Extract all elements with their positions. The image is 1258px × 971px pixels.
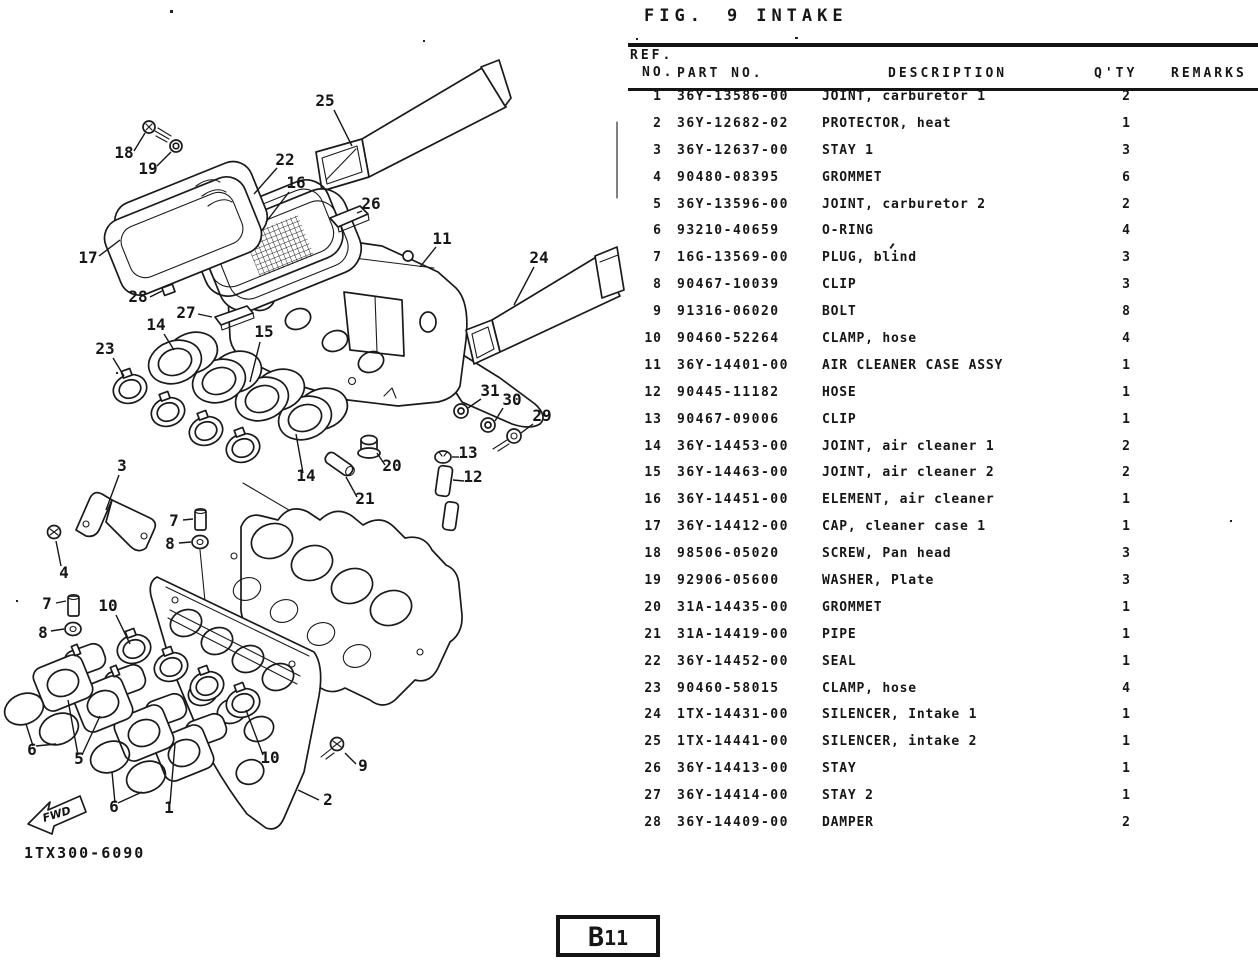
cell-qty: 1 bbox=[1122, 626, 1130, 642]
table-row bbox=[628, 681, 1258, 708]
callout-leader-line bbox=[183, 519, 193, 520]
drawing-code: 1TX300-6090 bbox=[24, 844, 146, 862]
cell-ref: 5 bbox=[653, 196, 662, 212]
table-row bbox=[628, 412, 1258, 439]
scan-speck bbox=[1230, 520, 1232, 522]
callout-label-11: 11 bbox=[432, 229, 452, 248]
cell-description: CLAMP, hose bbox=[822, 331, 917, 347]
cell-part-no: 31A-14435-00 bbox=[677, 599, 789, 615]
page-code-sub: 11 bbox=[604, 926, 629, 950]
cell-description: GROMMET bbox=[822, 599, 883, 615]
cell-qty: 3 bbox=[1122, 250, 1130, 266]
cell-ref: 1 bbox=[653, 89, 662, 104]
parts-table-pane bbox=[628, 0, 1258, 971]
cell-ref: 11 bbox=[644, 357, 662, 373]
cell-qty: 1 bbox=[1122, 384, 1130, 400]
figure-title bbox=[644, 6, 848, 26]
cell-description: CAP, cleaner case 1 bbox=[822, 519, 986, 535]
callout-label-28: 28 bbox=[128, 287, 148, 306]
cell-ref: 28 bbox=[644, 815, 662, 831]
cell-part-no: 90467-10039 bbox=[677, 277, 780, 293]
cell-qty: 2 bbox=[1122, 438, 1130, 454]
cell-qty: 1 bbox=[1122, 734, 1130, 750]
cell-qty: 6 bbox=[1122, 169, 1130, 185]
cell-part-no: 92906-05600 bbox=[677, 573, 780, 589]
callout-label-26: 26 bbox=[361, 194, 381, 213]
cell-ref: 6 bbox=[653, 223, 662, 239]
cell-part-no: 36Y-13586-00 bbox=[677, 89, 789, 104]
callout-label-15: 15 bbox=[254, 322, 274, 341]
callout-label-14: 14 bbox=[146, 315, 166, 334]
table-row bbox=[628, 815, 1258, 842]
silencer-intake2-drawing bbox=[316, 60, 511, 191]
callout-leader-line bbox=[514, 267, 534, 305]
callout-label-19: 19 bbox=[138, 159, 158, 178]
cell-qty: 1 bbox=[1122, 115, 1130, 131]
cell-part-no: 91316-06020 bbox=[677, 304, 780, 320]
callout-leader-line bbox=[134, 133, 145, 151]
fwd-arrow-icon bbox=[28, 796, 86, 834]
cell-ref: 15 bbox=[644, 465, 662, 481]
fwd-label: FWD bbox=[41, 804, 73, 825]
cell-qty: 3 bbox=[1122, 573, 1130, 589]
callout-label-23: 23 bbox=[95, 339, 115, 358]
table-row bbox=[628, 197, 1258, 224]
cell-part-no: 36Y-14413-00 bbox=[677, 761, 789, 777]
cell-qty: 3 bbox=[1122, 142, 1130, 158]
cell-part-no: 90460-58015 bbox=[677, 680, 780, 696]
callout-label-4: 4 bbox=[59, 563, 69, 582]
cell-ref: 7 bbox=[653, 250, 662, 266]
cell-part-no: 90445-11182 bbox=[677, 384, 780, 400]
cell-description: SILENCER, Intake 1 bbox=[822, 707, 978, 723]
callout-leader-line bbox=[179, 542, 191, 543]
cell-qty: 1 bbox=[1122, 411, 1130, 427]
callout-leader-line bbox=[420, 247, 436, 267]
table-row bbox=[628, 707, 1258, 734]
callout-label-13: 13 bbox=[458, 443, 478, 462]
cell-ref: 17 bbox=[644, 519, 662, 535]
cell-qty: 1 bbox=[1122, 653, 1130, 669]
cell-qty: 2 bbox=[1122, 196, 1130, 212]
cell-description: SCREW, Pan head bbox=[822, 546, 952, 562]
callout-label-20: 20 bbox=[382, 456, 402, 475]
figure-number: 9 bbox=[726, 6, 743, 26]
table-row bbox=[628, 492, 1258, 519]
cell-part-no: 36Y-14401-00 bbox=[677, 357, 789, 373]
callout-label-27: 27 bbox=[176, 303, 196, 322]
cell-ref: 27 bbox=[644, 788, 662, 804]
cell-part-no: 36Y-12637-00 bbox=[677, 142, 789, 158]
callout-label-6: 6 bbox=[109, 797, 119, 816]
cell-description: STAY bbox=[822, 761, 857, 777]
table-row bbox=[628, 788, 1258, 815]
cell-qty: 1 bbox=[1122, 519, 1130, 535]
table-row bbox=[628, 654, 1258, 681]
cell-ref: 20 bbox=[644, 599, 662, 615]
cell-ref: 14 bbox=[644, 438, 662, 454]
cell-part-no: 36Y-14463-00 bbox=[677, 465, 789, 481]
cell-part-no: 90480-08395 bbox=[677, 169, 780, 185]
figure-label: FIG. bbox=[644, 6, 705, 26]
table-row bbox=[628, 358, 1258, 385]
cell-description: JOINT, air cleaner 1 bbox=[822, 438, 995, 454]
callout-label-14: 14 bbox=[296, 466, 316, 485]
callout-label-8: 8 bbox=[38, 623, 48, 642]
scan-speck bbox=[636, 38, 638, 40]
cell-ref: 25 bbox=[644, 734, 662, 750]
cell-part-no: 36Y-14414-00 bbox=[677, 788, 789, 804]
callout-label-8: 8 bbox=[165, 534, 175, 553]
cell-part-no: 31A-14419-00 bbox=[677, 626, 789, 642]
callout-label-2: 2 bbox=[323, 790, 333, 809]
cell-qty: 4 bbox=[1122, 331, 1130, 347]
cell-part-no: 1TX-14431-00 bbox=[677, 707, 789, 723]
table-row bbox=[628, 143, 1258, 170]
callout-label-1: 1 bbox=[164, 798, 174, 817]
cell-qty: 1 bbox=[1122, 707, 1130, 723]
callout-leader-line bbox=[51, 629, 64, 631]
cell-part-no: 90467-09006 bbox=[677, 411, 780, 427]
cell-qty: 1 bbox=[1122, 761, 1130, 777]
cell-description: ELEMENT, air cleaner bbox=[822, 492, 995, 508]
table-rule-top bbox=[628, 43, 1258, 47]
table-row bbox=[628, 331, 1258, 358]
cell-ref: 19 bbox=[644, 573, 662, 589]
cell-part-no: 36Y-13596-00 bbox=[677, 196, 789, 212]
callout-label-3: 3 bbox=[117, 456, 127, 475]
callout-label-22: 22 bbox=[275, 150, 295, 169]
cell-description: CLAMP, hose bbox=[822, 680, 917, 696]
cell-ref: 26 bbox=[644, 761, 662, 777]
exploded-diagram bbox=[0, 0, 628, 971]
cell-qty: 8 bbox=[1122, 304, 1130, 320]
table-row bbox=[628, 89, 1258, 116]
callout-leader-line bbox=[453, 480, 464, 481]
cell-description: JOINT, carburetor 2 bbox=[822, 196, 986, 212]
table-row bbox=[628, 116, 1258, 143]
callout-label-7: 7 bbox=[169, 511, 179, 530]
callout-label-29: 29 bbox=[532, 406, 552, 425]
cell-description: WASHER, Plate bbox=[822, 573, 935, 589]
callout-leader-line bbox=[113, 358, 124, 376]
table-row bbox=[628, 277, 1258, 304]
parts-table-body bbox=[628, 89, 1258, 842]
callout-leader-line bbox=[157, 152, 171, 166]
cell-ref: 12 bbox=[644, 384, 662, 400]
table-row bbox=[628, 465, 1258, 492]
cell-ref: 22 bbox=[644, 653, 662, 669]
cell-part-no: 93210-40659 bbox=[677, 223, 780, 239]
cell-ref: 9 bbox=[653, 304, 662, 320]
callout-label-10: 10 bbox=[260, 748, 280, 767]
cell-description: HOSE bbox=[822, 384, 857, 400]
cell-description: SEAL bbox=[822, 653, 857, 669]
cell-qty: 1 bbox=[1122, 357, 1130, 373]
cell-qty: 1 bbox=[1122, 599, 1130, 615]
header-description: DESCRIPTION bbox=[888, 66, 1008, 81]
cell-description: JOINT, carburetor 1 bbox=[822, 89, 986, 104]
cell-part-no: 90460-52264 bbox=[677, 331, 780, 347]
callout-leader-line bbox=[334, 110, 352, 146]
cell-ref: 13 bbox=[644, 411, 662, 427]
cell-qty: 3 bbox=[1122, 546, 1130, 562]
cell-ref: 3 bbox=[653, 142, 662, 158]
callout-label-16: 16 bbox=[286, 173, 306, 192]
cell-ref: 21 bbox=[644, 626, 662, 642]
cell-ref: 2 bbox=[653, 115, 662, 131]
cell-ref: 10 bbox=[644, 331, 662, 347]
cell-part-no: 36Y-14452-00 bbox=[677, 653, 789, 669]
cell-ref: 18 bbox=[644, 546, 662, 562]
cell-qty: 2 bbox=[1122, 815, 1130, 831]
cell-ref: 16 bbox=[644, 492, 662, 508]
header-part-no: PART NO. bbox=[677, 66, 764, 81]
cell-description: STAY 2 bbox=[822, 788, 874, 804]
callout-label-9: 9 bbox=[358, 756, 368, 775]
header-remarks: REMARKS bbox=[1171, 66, 1247, 81]
callout-label-21: 21 bbox=[355, 489, 375, 508]
callout-label-24: 24 bbox=[529, 248, 549, 267]
callout-label-17: 17 bbox=[78, 248, 98, 267]
table-row bbox=[628, 439, 1258, 466]
cell-ref: 4 bbox=[653, 169, 662, 185]
page-code-main: B bbox=[587, 922, 605, 953]
table-row bbox=[628, 519, 1258, 546]
cell-description: PLUG, blind bbox=[822, 250, 917, 266]
callout-label-30: 30 bbox=[502, 390, 522, 409]
cell-qty: 2 bbox=[1122, 465, 1130, 481]
callout-label-10: 10 bbox=[98, 596, 118, 615]
table-row bbox=[628, 385, 1258, 412]
cell-part-no: 36Y-14409-00 bbox=[677, 815, 789, 831]
cell-part-no: 1TX-14441-00 bbox=[677, 734, 789, 750]
table-row bbox=[628, 734, 1258, 761]
cell-qty: 3 bbox=[1122, 277, 1130, 293]
cell-part-no: 36Y-14412-00 bbox=[677, 519, 789, 535]
cell-description: JOINT, air cleaner 2 bbox=[822, 465, 995, 481]
table-row bbox=[628, 250, 1258, 277]
cell-ref: 23 bbox=[644, 680, 662, 696]
table-row bbox=[628, 573, 1258, 600]
cell-description: BOLT bbox=[822, 304, 857, 320]
callout-label-18: 18 bbox=[114, 143, 134, 162]
table-row bbox=[628, 627, 1258, 654]
callout-leader-line bbox=[198, 314, 212, 317]
table-row bbox=[628, 600, 1258, 627]
cell-part-no: 36Y-14451-00 bbox=[677, 492, 789, 508]
cell-qty: 4 bbox=[1122, 223, 1130, 239]
table-row bbox=[628, 304, 1258, 331]
cell-description: GROMMET bbox=[822, 169, 883, 185]
callout-leader-line bbox=[298, 790, 319, 800]
cell-description: CLIP bbox=[822, 411, 857, 427]
cell-part-no: 36Y-14453-00 bbox=[677, 438, 789, 454]
table-row bbox=[628, 761, 1258, 788]
callout-label-25: 25 bbox=[315, 91, 335, 110]
page-marker bbox=[556, 915, 660, 957]
callout-label-6: 6 bbox=[27, 740, 37, 759]
cell-description: PIPE bbox=[822, 626, 857, 642]
callout-label-5: 5 bbox=[74, 749, 84, 768]
cell-qty: 4 bbox=[1122, 680, 1130, 696]
callout-label-12: 12 bbox=[463, 467, 483, 486]
cell-ref: 24 bbox=[644, 707, 662, 723]
scan-speck bbox=[795, 37, 798, 39]
table-row bbox=[628, 170, 1258, 197]
cell-description: SILENCER, intake 2 bbox=[822, 734, 978, 750]
cell-description: STAY 1 bbox=[822, 142, 874, 158]
table-row bbox=[628, 546, 1258, 573]
cell-description: O-RING bbox=[822, 223, 874, 239]
cell-qty: 1 bbox=[1122, 788, 1130, 804]
cell-description: CLIP bbox=[822, 277, 857, 293]
header-ref: REF. NO. bbox=[630, 48, 675, 80]
cell-description: DAMPER bbox=[822, 815, 874, 831]
cell-qty: 2 bbox=[1122, 89, 1130, 104]
callout-leader-line bbox=[56, 601, 66, 603]
cell-description: PROTECTOR, heat bbox=[822, 115, 952, 131]
callout-leader-line bbox=[254, 168, 277, 194]
cell-qty: 1 bbox=[1122, 492, 1130, 508]
cell-part-no: 16G-13569-00 bbox=[677, 250, 789, 266]
header-qty: Q'TY bbox=[1094, 66, 1138, 81]
figure-name: INTAKE bbox=[756, 6, 848, 26]
cell-ref: 8 bbox=[653, 277, 662, 293]
cell-part-no: 36Y-12682-02 bbox=[677, 115, 789, 131]
cell-part-no: 98506-05020 bbox=[677, 546, 780, 562]
cell-description: AIR CLEANER CASE ASSY bbox=[822, 357, 1004, 373]
table-row bbox=[628, 223, 1258, 250]
callout-label-7: 7 bbox=[42, 594, 52, 613]
callout-label-31: 31 bbox=[480, 381, 500, 400]
callout-leader-line bbox=[345, 753, 356, 764]
